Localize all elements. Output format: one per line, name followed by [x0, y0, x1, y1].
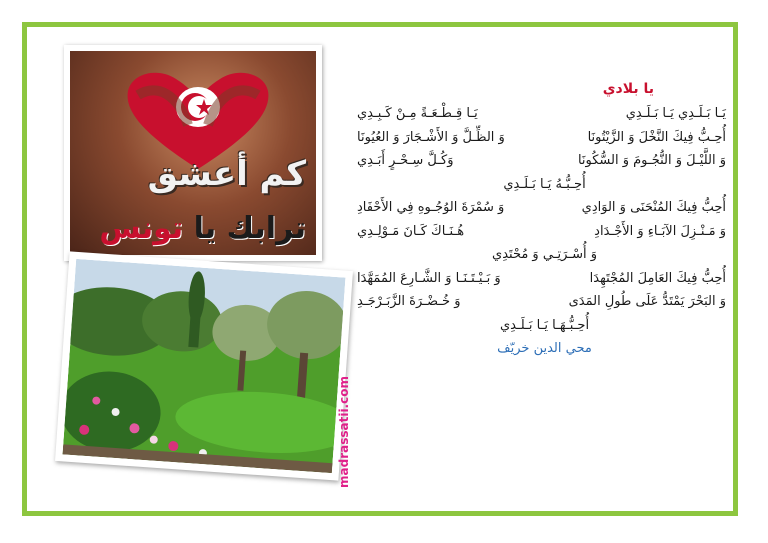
poem-line: [357, 149, 732, 173]
poem-line: [357, 196, 732, 220]
garden-image: [62, 259, 345, 473]
garden-photo: [55, 251, 353, 480]
caption-line-2: [99, 211, 306, 246]
poem-line: [357, 102, 732, 126]
poem-line: [357, 126, 732, 150]
verse-first-half: وَ مَـنْـزِلَ الآبَـاءِ وَ الأَجْـدَادِ: [594, 223, 726, 239]
verse-first-half: أُحِـبُّ فِيكَ النَّخْلَ وَ الزَّيْتُونَا: [587, 129, 726, 145]
caption-line-1: كم أعشق: [147, 154, 306, 194]
refrain-text: أُحِـبُّـهَـا يَـا بَـلَـدِي: [499, 317, 590, 333]
poem: [357, 81, 732, 356]
caption-line-2-b: تونس: [99, 211, 184, 246]
verse-first-half: يَـا بَـلَـدِي يَـا بَـلَـدِي: [625, 106, 726, 121]
photo-image: [70, 51, 316, 255]
tunisia-heart-photo: [64, 45, 322, 261]
verse-second-half: وَ الظِّـلَّ وَ الأَشْـجَارَ وَ العُيُونَا: [357, 129, 505, 145]
garden-scene: [62, 259, 345, 473]
verse-first-half: وَ البَحْرَ يَمْتَدُّ عَلَى طُولِ المَدَى: [568, 294, 726, 309]
refrain-text: وَ أُسْـرَتِـي وَ مُحْتَدِي: [492, 247, 597, 262]
verse-second-half: يَـا قِـطْـعَـةً مِـنْ كَـبِـدِي: [357, 106, 478, 121]
caption-line-2-a: ترابك يا: [183, 211, 306, 246]
verse-first-half: أُحِبُّ فِيكَ المُنْحَنَى وَ الوَادِي: [581, 200, 726, 215]
verse-second-half: هُـنَـاكَ كَـانَ مَـوْلِـدِي: [357, 223, 465, 239]
verse-second-half: وَ خُـضْـرَةَ الزَّبَـرْجَـدِ: [357, 294, 461, 309]
poem-author: محي الدين خريّف: [497, 341, 592, 356]
poem-line: [357, 267, 732, 291]
verse-first-half: أُحِبُّ فِيكَ العَامِلَ المُجْتَهِدَا: [589, 270, 726, 286]
verse-second-half: وَ سُمْرَةَ الوُجُـوهِ فِي الأَحْفَادِ: [357, 200, 505, 215]
site-watermark: madrassatii.com: [337, 376, 351, 488]
refrain-text: أُحِـبُّـهُ يَـا بَـلَـدِي: [503, 176, 586, 192]
poem-card: [22, 22, 738, 516]
verse-second-half: وَ بَـيْـتَـنَـا وَ الشَّـارِعَ المُمَهَّدَا: [357, 270, 501, 286]
poem-refrain: [357, 243, 732, 267]
poem-title: يا بلادي: [602, 81, 654, 97]
poem-refrain: [357, 173, 732, 197]
poem-line: [357, 220, 732, 244]
poem-refrain: [357, 314, 732, 338]
poem-line: [357, 290, 732, 314]
verse-second-half: وَكُـلَّ سِـحْـرٍ أَبَـدِي: [357, 153, 454, 168]
verse-first-half: وَ اللَّيْـلَ وَ النُّجُـومَ وَ السُّكُونَا: [577, 153, 726, 168]
